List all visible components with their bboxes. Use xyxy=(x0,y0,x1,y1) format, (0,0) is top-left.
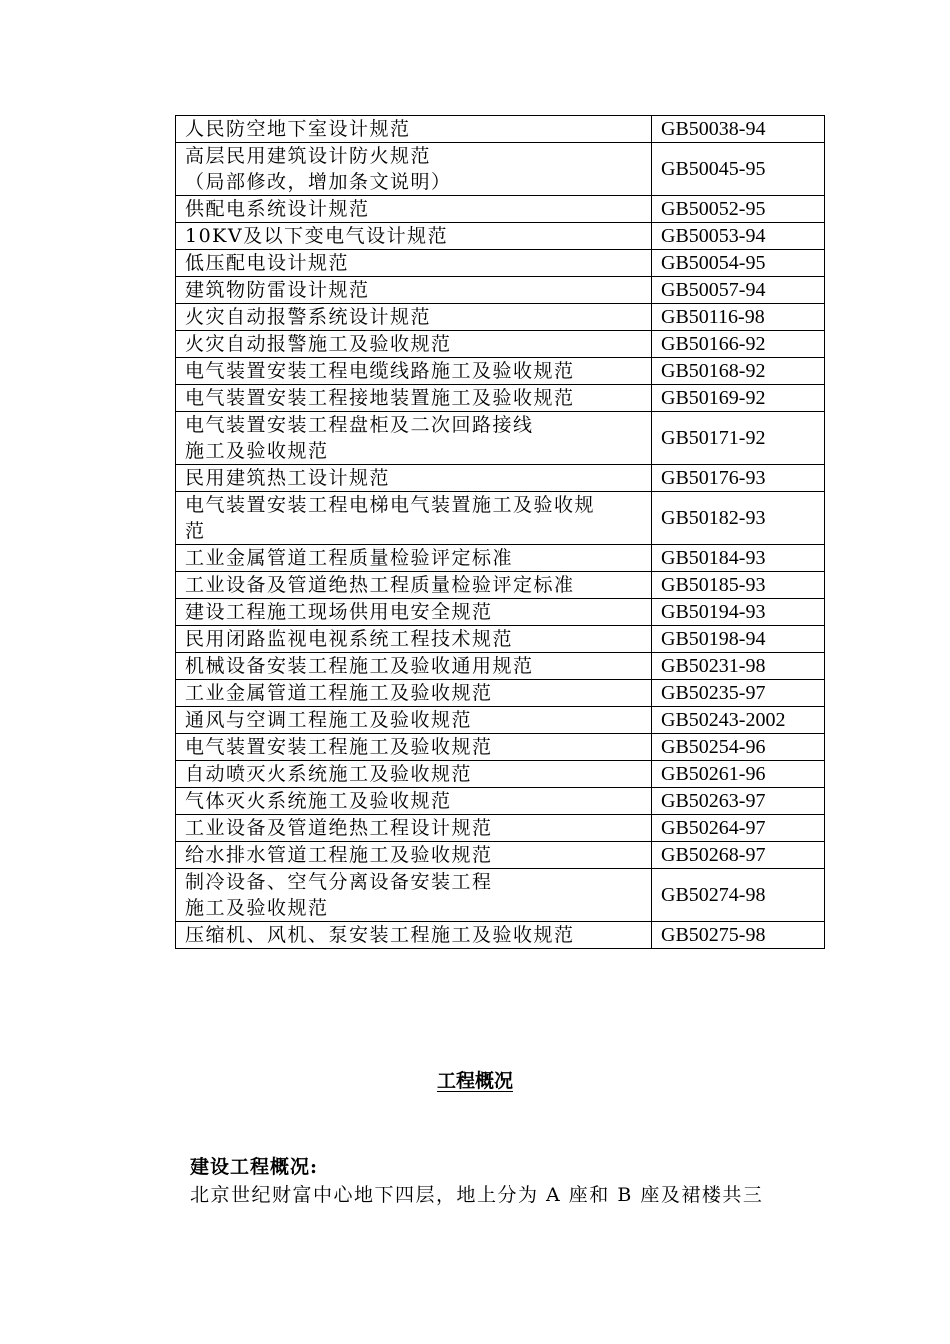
standard-name-line: 通风与空调工程施工及验收规范 xyxy=(185,709,473,731)
table-row xyxy=(176,815,825,842)
standard-name-line: 电气装置安装工程施工及验收规范 xyxy=(185,736,493,758)
standard-code-cell: GB50057-94 xyxy=(652,277,825,304)
standards-table xyxy=(175,115,825,949)
standard-name-line: 工业设备及管道绝热工程质量检验评定标准 xyxy=(185,574,575,596)
table-row xyxy=(176,492,825,545)
standard-name-cell xyxy=(176,412,652,465)
standard-name-cell xyxy=(176,599,652,626)
standard-code-cell: GB50268-97 xyxy=(652,842,825,869)
table-row xyxy=(176,412,825,465)
standard-name-cell xyxy=(176,304,652,331)
standard-code-cell: GB50275-98 xyxy=(652,922,825,949)
standard-code-cell: GB50243-2002 xyxy=(652,707,825,734)
table-row xyxy=(176,734,825,761)
standard-name-line: （局部修改，增加条文说明） xyxy=(185,171,452,193)
standard-name-cell xyxy=(176,626,652,653)
table-row xyxy=(176,869,825,922)
standard-name-cell xyxy=(176,385,652,412)
standard-name-line: 机械设备安装工程施工及验收通用规范 xyxy=(185,655,534,677)
standard-name-line: 火灾自动报警施工及验收规范 xyxy=(185,333,452,355)
table-row xyxy=(176,277,825,304)
standard-name-cell xyxy=(176,869,652,922)
standard-name-line: 建筑物防雷设计规范 xyxy=(185,279,370,301)
standard-code-cell: GB50261-96 xyxy=(652,761,825,788)
standard-code-cell: GB50235-97 xyxy=(652,680,825,707)
standard-name-cell xyxy=(176,277,652,304)
standard-name-cell xyxy=(176,842,652,869)
table-row xyxy=(176,358,825,385)
standard-name-line: 10KV及以下变电气设计规范 xyxy=(185,225,449,247)
standard-name-cell xyxy=(176,116,652,143)
standard-code-cell: GB50182-93 xyxy=(652,492,825,545)
standard-name-cell xyxy=(176,788,652,815)
standard-name-line: 施工及验收规范 xyxy=(185,897,329,919)
standard-name-line: 电气装置安装工程电缆线路施工及验收规范 xyxy=(185,360,575,382)
standard-name-line: 火灾自动报警系统设计规范 xyxy=(185,306,432,328)
table-row xyxy=(176,304,825,331)
table-row xyxy=(176,599,825,626)
table-row xyxy=(176,572,825,599)
standard-name-cell xyxy=(176,143,652,196)
standard-name-line: 范 xyxy=(185,520,206,542)
standard-code-cell: GB50038-94 xyxy=(652,116,825,143)
table-row xyxy=(176,385,825,412)
standard-code-cell: GB50194-93 xyxy=(652,599,825,626)
table-row xyxy=(176,223,825,250)
table-row xyxy=(176,250,825,277)
standard-name-cell xyxy=(176,734,652,761)
standard-code-cell: GB50054-95 xyxy=(652,250,825,277)
standard-name-line: 施工及验收规范 xyxy=(185,440,329,462)
standard-name-line: 高层民用建筑设计防火规范 xyxy=(185,145,432,167)
standard-code-cell: GB50116-98 xyxy=(652,304,825,331)
standard-name-line: 工业金属管道工程质量检验评定标准 xyxy=(185,547,514,569)
standard-name-cell xyxy=(176,922,652,949)
standard-name-cell xyxy=(176,358,652,385)
standard-name-cell xyxy=(176,331,652,358)
table-row xyxy=(176,761,825,788)
standard-name-line: 供配电系统设计规范 xyxy=(185,198,370,220)
standard-name-line: 电气装置安装工程电梯电气装置施工及验收规 xyxy=(185,494,596,516)
table-row xyxy=(176,680,825,707)
standard-code-cell: GB50254-96 xyxy=(652,734,825,761)
standard-name-line: 人民防空地下室设计规范 xyxy=(185,118,411,140)
standard-name-cell xyxy=(176,465,652,492)
standard-code-cell: GB50045-95 xyxy=(652,143,825,196)
table-row xyxy=(176,922,825,949)
standard-code-cell: GB50171-92 xyxy=(652,412,825,465)
standard-name-line: 气体灭火系统施工及验收规范 xyxy=(185,790,452,812)
standard-name-cell xyxy=(176,223,652,250)
standard-name-line: 压缩机、风机、泵安装工程施工及验收规范 xyxy=(185,924,575,946)
standard-name-line: 制冷设备、空气分离设备安装工程 xyxy=(185,871,493,893)
standard-name-cell xyxy=(176,653,652,680)
standard-code-cell: GB50176-93 xyxy=(652,465,825,492)
table-row xyxy=(176,196,825,223)
sub-heading: 建设工程概况: xyxy=(190,1156,319,1178)
standard-name-cell xyxy=(176,761,652,788)
standard-name-line: 低压配电设计规范 xyxy=(185,252,350,274)
table-row xyxy=(176,842,825,869)
standard-code-cell: GB50184-93 xyxy=(652,545,825,572)
standard-name-line: 民用建筑热工设计规范 xyxy=(185,467,391,489)
standard-code-cell: GB50231-98 xyxy=(652,653,825,680)
table-row xyxy=(176,626,825,653)
standard-code-cell: GB50053-94 xyxy=(652,223,825,250)
standard-name-line: 工业金属管道工程施工及验收规范 xyxy=(185,682,493,704)
body-paragraph: 北京世纪财富中心地下四层，地上分为 A 座和 B 座及裙楼共三 xyxy=(190,1184,764,1206)
table-row xyxy=(176,788,825,815)
standard-name-cell xyxy=(176,572,652,599)
standard-name-line: 自动喷灭火系统施工及验收规范 xyxy=(185,763,473,785)
standard-code-cell: GB50198-94 xyxy=(652,626,825,653)
standard-code-cell: GB50052-95 xyxy=(652,196,825,223)
standard-name-cell xyxy=(176,815,652,842)
section-title xyxy=(0,1066,950,1093)
standard-name-cell xyxy=(176,250,652,277)
standard-name-cell xyxy=(176,707,652,734)
standard-name-line: 电气装置安装工程接地装置施工及验收规范 xyxy=(185,387,575,409)
standard-name-cell xyxy=(176,492,652,545)
table-row xyxy=(176,707,825,734)
standard-name-cell xyxy=(176,680,652,707)
standard-name-line: 给水排水管道工程施工及验收规范 xyxy=(185,844,493,866)
table-row xyxy=(176,143,825,196)
standard-code-cell: GB50185-93 xyxy=(652,572,825,599)
standard-code-cell: GB50168-92 xyxy=(652,358,825,385)
standard-name-line: 工业设备及管道绝热工程设计规范 xyxy=(185,817,493,839)
standard-code-cell: GB50169-92 xyxy=(652,385,825,412)
standard-code-cell: GB50166-92 xyxy=(652,331,825,358)
table-row xyxy=(176,465,825,492)
table-row xyxy=(176,331,825,358)
table-row xyxy=(176,653,825,680)
table-row xyxy=(176,116,825,143)
standard-code-cell: GB50264-97 xyxy=(652,815,825,842)
standard-name-line: 民用闭路监视电视系统工程技术规范 xyxy=(185,628,514,650)
standard-name-line: 建设工程施工现场供用电安全规范 xyxy=(185,601,493,623)
standard-name-cell xyxy=(176,196,652,223)
section-title-text: 工程概况 xyxy=(436,1070,513,1092)
standard-code-cell: GB50274-98 xyxy=(652,869,825,922)
table-row xyxy=(176,545,825,572)
standard-name-line: 电气装置安装工程盘柜及二次回路接线 xyxy=(185,414,534,436)
standards-table-body xyxy=(176,116,825,949)
standard-name-cell xyxy=(176,545,652,572)
standard-code-cell: GB50263-97 xyxy=(652,788,825,815)
